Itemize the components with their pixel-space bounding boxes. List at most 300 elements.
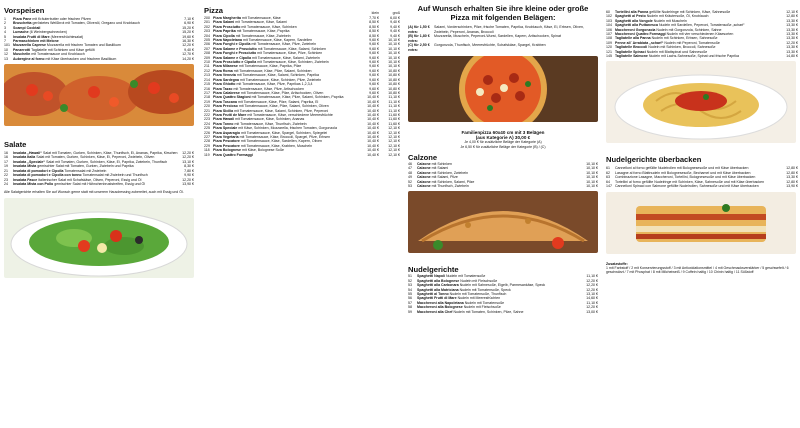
item-price: 12,20 € <box>786 40 798 45</box>
item-number: 203 <box>204 29 210 34</box>
item-number: 52 <box>408 278 412 283</box>
item-name: Pizza Sicilia <box>213 108 234 113</box>
size-small-header: klein <box>371 10 379 15</box>
item-description: Nudeln mit Peperoni, Tomatensoße <box>664 40 720 45</box>
item-description: mit Tomatensauce, Käse, verschiedene Meeresfrüchte <box>247 112 333 117</box>
item-price-small: 8,50 € <box>369 20 379 25</box>
item-name: Calzone <box>417 161 431 166</box>
item-price-small: 9,60 € <box>369 38 379 43</box>
item-name: Insalata „Speciale“ <box>13 159 46 164</box>
nudel2-list <box>606 10 798 58</box>
item-number: 104 <box>606 23 612 28</box>
item-price-small: 8,50 € <box>369 33 379 38</box>
item-price: 10,10 € <box>586 175 598 180</box>
item-number: 49 <box>408 175 412 180</box>
item-price: 14,80 € <box>786 54 798 59</box>
item-price: 12,80 € <box>786 14 798 19</box>
item-price-small: 10,40 € <box>367 126 379 131</box>
item-description: mit Tomatensauce, Käse, Salami, Schinken, Paprika <box>236 73 320 78</box>
item-price: 13,10 € <box>182 159 194 164</box>
item-price: 19,60 € <box>182 34 194 39</box>
item-description: mit Tomatensauce, Käse, Salami, Zwiebeln <box>252 55 320 60</box>
item-price: 12,20 € <box>586 305 598 310</box>
item-price-small: 9,60 € <box>369 42 379 47</box>
item-description: mit Schinken, Salami, Pilze <box>431 179 475 184</box>
item-number: 118 <box>204 148 210 153</box>
item-number: 216 <box>204 86 210 91</box>
item-number: 56 <box>408 296 412 301</box>
item-name: Calzone <box>417 170 431 175</box>
item-name: Pizza Asparagio <box>213 130 241 135</box>
item-price-large: 9,40 € <box>390 33 400 38</box>
column-vorspeisen-salate <box>4 0 194 428</box>
item-description: Nudeln mit Muscheln <box>653 18 687 23</box>
extras-title: Auf Wunsch erhalten Sie ihre kleine oder große Pizza mit folgenden Belägen: <box>417 4 589 22</box>
item-price-large: 12,10 € <box>388 148 400 153</box>
item-text <box>13 57 182 61</box>
item-description: Nudeln mit Gorgonzola, Schinken, Sahne <box>656 27 722 32</box>
item-description: mit Käse, Schinken, Mozzarella, frischen Tomaten, Gorgonzola <box>238 126 337 131</box>
item-number: 48 <box>408 170 412 175</box>
item-number: 213 <box>204 73 210 78</box>
item-name: Pizza Napoletana <box>213 38 242 43</box>
item-number: 109 <box>606 40 612 45</box>
item-name: Maccheroni alla Chef <box>417 309 453 314</box>
item-number: 17 <box>4 159 8 164</box>
item-number: 222 <box>204 112 210 117</box>
item-price-large: 10,80 € <box>388 86 400 91</box>
zusatz-text: 1 mit Farbstoff / 2 mit Konservierungsstoff / 3 mit Antioxidationsmittel / 4 mit Geschmacksverstärker / 5 geschwefelt / 6 geschwärzt / 7 mit Phosphat / 8 mit Milcheiweiß / 9 Coffein haltig / 10 Chinin haltig / 11 Süßstoff <box>606 265 789 275</box>
item-price-small: 8,50 € <box>369 24 379 29</box>
item-name: Tagliatelle alla Panna <box>615 36 651 41</box>
item-number: 212 <box>204 68 210 73</box>
item-number: 4 <box>4 30 6 35</box>
item-number: 23 <box>4 177 8 182</box>
item-name: Maccheroni alla Napoletana <box>417 300 464 305</box>
item-description: mit Schinken, Zwiebeln <box>431 170 469 175</box>
item-number: 217 <box>204 90 210 95</box>
item-price-small: 9,60 € <box>369 46 379 51</box>
item-name: Pizza Roma <box>213 68 233 73</box>
item-name: Pizza Sardegna <box>213 77 240 82</box>
item-description: mit Tomatensauce und Knoblauch <box>31 52 85 57</box>
item-number: 121 <box>606 49 612 54</box>
item-price-large: 10,80 € <box>388 77 400 82</box>
item-price-large: 11,60 € <box>388 117 400 122</box>
item-price: 10,10 € <box>586 179 598 184</box>
item-name: Maccheroni Quattro Formaggi <box>615 32 666 37</box>
item-price: 11,10 € <box>586 300 598 305</box>
item-price: 12,20 € <box>182 155 194 160</box>
item-number: 219 <box>204 99 210 104</box>
item-number: 207 <box>204 46 210 51</box>
item-text <box>13 182 182 186</box>
item-description: mit Salami, Pilze <box>431 175 458 180</box>
item-price-large: 10,10 € <box>388 51 400 56</box>
item-description: Nudeln mit Tomatensoße, Speck <box>459 287 511 292</box>
item-name: Insalata di pomodori e Cipolla con tonno <box>13 173 82 178</box>
item-name: Lumache <box>13 30 29 35</box>
item-description: mit Tomatensauce, Käse, Sardellen, Kapern, Oliven <box>240 139 322 144</box>
item-price-large: 10,80 € <box>388 90 400 95</box>
item-description: Nudeln mit Kräutersoße, Öl, Knoblauch <box>646 14 709 19</box>
item-name: Tagliatelle Salmone <box>615 54 648 59</box>
item-number: 221 <box>204 108 210 113</box>
item-price-large: 10,10 € <box>388 46 400 51</box>
item-price: 13,30 € <box>786 23 798 28</box>
item-description: mit Tomatensauce, Käse, Kapern, Sardellen <box>242 38 313 43</box>
item-description: mit Tomatensauce, Käse, Pilze, Salami, Schinken, Paprika <box>251 95 344 100</box>
item-name: Pizza Precioso <box>213 104 238 109</box>
item-number: 59 <box>408 309 412 314</box>
item-price: 13,30 € <box>786 32 798 37</box>
item-description: Tortellini al forno gefüllte Nudelringe mit Schinken, Käse, Sahnesoße und mit Käse überbacken <box>615 179 765 184</box>
item-number: 227 <box>204 134 210 139</box>
extra-label: (C) für 2,50 € extra: <box>408 43 430 52</box>
item-price-small: 7,70 € <box>369 16 379 20</box>
extra-text: Mozzarella, Muscheln, Peperoni-Wurst, Sardellen, Kapern, Artischocken, Spinat <box>434 34 561 39</box>
item-description: mit Tomatensauce, Käse, Pilze, Salami, Paprika, Ei <box>237 99 319 104</box>
item-price: 13,90 € <box>182 181 194 186</box>
item-description: Nudeln mit Fleischsoße <box>460 278 498 283</box>
item-number: 145 <box>606 54 612 59</box>
item-price: 9,40 € <box>184 47 194 52</box>
item-name: Spaghetti al Pesto <box>615 14 646 19</box>
extra-topping-row <box>408 34 598 43</box>
item-number: 226 <box>204 130 210 135</box>
item-number: 57 <box>408 300 412 305</box>
item-description: mit Tomatensauce, Käse, Salami <box>235 20 287 25</box>
item-name: Spaghetti alla Puttanesca <box>615 23 658 28</box>
item-price-small: 9,60 € <box>369 64 379 69</box>
calzone-photo <box>408 191 598 253</box>
item-price-small: 10,40 € <box>367 99 379 104</box>
item-name: Insalata Italia <box>13 155 36 160</box>
vorspeisen-list <box>4 17 194 61</box>
item-price: 12,20 € <box>586 278 598 283</box>
item-number: 214 <box>204 77 210 82</box>
item-number: 46 <box>408 161 412 166</box>
salate-list <box>4 151 194 186</box>
item-price: 10,10 € <box>586 166 598 171</box>
item-text <box>615 54 786 58</box>
item-number: 7 <box>4 39 6 44</box>
item-name: Insalata di pomodori e Cipolla <box>13 168 64 173</box>
item-description: mit Tomatensauce, Käse, Broccoli, Spargel, Pilze, Erbsen <box>239 134 331 139</box>
item-price: 7,80 € <box>184 168 194 173</box>
section-title-pizza: Pizza <box>204 6 223 15</box>
item-number: 200 <box>204 16 210 20</box>
item-price-small: 10,40 € <box>367 134 379 139</box>
extra-topping-row <box>408 43 598 52</box>
item-description: Lasagne al forno Blattnudeln mit Bolognesesoße, Bechamel und mit Käse überbacken <box>615 170 751 175</box>
pizza-photo <box>408 56 598 122</box>
item-price: 10,10 € <box>586 161 598 166</box>
item-text <box>417 184 586 188</box>
item-description: italienischer Salat mit Schafskäse, Oliven, Peperoni, Essig und Öl <box>38 177 142 182</box>
size-large-header: groß <box>392 10 400 15</box>
salate-note: Alle Salatgerichte erhalten Sie auf Wunsch gerne statt mit unserem Hausdressing zubereitet, auch mit Essig und Öl. <box>4 190 184 195</box>
item-name: Pizza Salami <box>213 20 235 25</box>
item-description: Nudeln mit Sahnesoße, Eigelb, Parmesankäse, Speck <box>459 283 546 288</box>
item-number: 228 <box>204 139 210 144</box>
item-number: 206 <box>204 42 210 47</box>
item-description: mit Tomatensauce, Käse, Pilze, Schinken <box>257 51 323 56</box>
item-name: Pizza Hawaii <box>213 117 235 122</box>
item-description: mit Tomatensauce, Käse, Pilze, Paprikas 1,2,3,4 <box>236 82 313 87</box>
item-price: 10,10 € <box>586 184 598 188</box>
item-description: mit Käse überbacken und frischem Basilikum <box>45 56 117 61</box>
item-price: 6,90 € <box>184 21 194 26</box>
item-price: 15,20 € <box>182 25 194 30</box>
item-name: Pizza Pane <box>13 17 32 21</box>
extras-list <box>408 25 598 53</box>
item-number: 12 <box>4 52 8 57</box>
item-name: Panzerotti <box>13 47 31 52</box>
item-price: 13,30 € <box>786 175 798 180</box>
item-price-small: 9,60 € <box>369 68 379 73</box>
item-number: 16 <box>4 155 8 160</box>
item-description: Nudeln mit Blattspinat und Sahnesoße <box>646 49 708 54</box>
item-name: Calzone <box>417 175 431 180</box>
item-number: 22 <box>4 173 8 178</box>
item-price-small: 9,60 € <box>369 51 379 56</box>
item-price: 12,70 € <box>182 52 194 57</box>
item-price-small: 10,40 € <box>367 112 379 117</box>
item-number: 47 <box>408 166 412 171</box>
item-description: Tomatensalat mit Zwiebeln und Thunfisch <box>82 173 148 178</box>
item-description: Nudeln mit Fleischsoße <box>463 305 501 310</box>
item-number: 51 <box>408 274 412 279</box>
section-title-salate: Salate <box>4 140 27 150</box>
menu-item <box>408 184 598 188</box>
item-price-small: 10,40 € <box>367 117 379 122</box>
item-price: 15,20 € <box>182 30 194 35</box>
item-description: mit Tomatensauce, Käse, Pilze, Salami, Schinken <box>233 68 312 73</box>
item-name: Insalata Mista <box>13 164 37 169</box>
item-name: Pizza Cipolla <box>213 33 235 38</box>
column-nudel-ueberbacken <box>606 0 798 428</box>
item-price-small: 9,60 € <box>369 77 379 82</box>
item-description: Salat mit Tomaten, Gurken, Schinken, Käse, Ei, Peperoni, Zwiebeln, Oliven <box>36 155 155 160</box>
item-price: 8,30 € <box>184 164 194 169</box>
item-price-large: 11,10 € <box>388 95 400 100</box>
item-text <box>417 310 586 314</box>
item-name: Maccheroni Gorgonzola <box>615 27 656 32</box>
section-title-calzone: Calzone <box>408 152 438 162</box>
item-description: mit Tomatensauce, Käse, Spargel, Schinken, Spiegelei <box>241 130 328 135</box>
menu-item <box>606 54 798 58</box>
item-number: 55 <box>408 292 412 297</box>
item-description: Nudeln mit Sardellen, Peperoni, Tomatensoße „scharf“ <box>658 23 745 28</box>
item-text <box>615 184 786 188</box>
item-name: Pizza Funghi e Cipolla <box>213 42 251 47</box>
item-number: 220 <box>204 104 210 109</box>
item-name: Pizza Bolognese <box>213 148 241 153</box>
item-number: 62 <box>606 170 610 175</box>
item-description: mit Tomatensauce, Käse, Paprika, Pilze <box>238 64 302 69</box>
item-description: mit Salami <box>431 166 449 171</box>
item-number: 209 <box>204 55 210 60</box>
item-price-large: 10,10 € <box>388 38 400 43</box>
item-price-large: 12,10 € <box>388 134 400 139</box>
item-price: 13,00 € <box>586 309 598 314</box>
item-price-small: 10,40 € <box>367 152 379 157</box>
item-price-large: 10,10 € <box>388 64 400 69</box>
item-price-small: 8,50 € <box>369 29 379 34</box>
item-price-small: 9,60 € <box>369 55 379 60</box>
item-number: 211 <box>204 64 210 69</box>
item-number: 53 <box>408 283 412 288</box>
item-price-small: 9,60 € <box>369 82 379 87</box>
item-name: Aubergine al forno <box>13 56 45 61</box>
lasagne-photo <box>606 192 796 254</box>
item-description: mit Tomatensauce, Käse, Salami, Schinken <box>257 46 326 51</box>
item-description: mit Tomatensauce, Käse, Pilze, Salami, Schinken, Oliven <box>238 104 329 109</box>
item-description: Nudeln mit Meeresfrüchten <box>457 296 501 301</box>
nudel-list <box>408 274 598 314</box>
item-price-small: 10,40 € <box>367 108 379 113</box>
item-name: Pizza Salame e Cipolla <box>213 55 252 60</box>
item-price-small: 9,60 € <box>369 60 379 65</box>
item-name: Scampi Cocktail <box>13 25 41 30</box>
item-number: 3 <box>4 25 6 30</box>
item-description: mit Käse, Bolognese Soße <box>242 148 284 153</box>
item-price-small: 10,40 € <box>367 139 379 144</box>
item-description: mit Schinken <box>431 161 452 166</box>
item-description: Combinazione Lasagne, Maccheroni, Tortellini, Bolognesesoße und mit Käse überbacken <box>615 175 756 180</box>
item-number: 10 <box>4 47 8 52</box>
item-name: Pizza Funghi e Prosciutto <box>213 51 257 56</box>
item-number: 119 <box>204 152 210 157</box>
item-name: Tagliatelle Broccoli <box>615 45 648 50</box>
item-price-large: 6,00 € <box>390 16 400 20</box>
item-price: 12,20 € <box>182 151 194 156</box>
item-description: mit Tomatensauce, Käse, Pilze, Zwiebeln <box>251 42 317 47</box>
item-name: Spaghetti alla Vongole <box>615 18 653 23</box>
column-extras-calzone-nudel <box>408 0 598 428</box>
item-number: 205 <box>204 38 210 43</box>
item-price: 13,30 € <box>786 18 798 23</box>
item-name: Pizza Speciale <box>213 126 238 131</box>
item-name: Parmaschinken mit Melone <box>13 39 59 44</box>
extra-text: Gorgonzola, Thunfisch, Meeresfrüchte, Schafskäse, Spargel, Krabben <box>434 43 546 48</box>
item-price-small: 10,40 € <box>367 130 379 135</box>
item-price-large: 9,40 € <box>390 24 400 29</box>
item-price-large: 11,10 € <box>388 104 400 109</box>
item-price: 12,20 € <box>182 43 194 48</box>
zusatz-title: Zusatzstoffe: <box>606 261 628 266</box>
item-number: 215 <box>204 82 210 87</box>
item-description: Nudeln mit Schinken, Erbsen, Sahnesoße <box>651 36 718 41</box>
item-price-large: 12,10 € <box>388 126 400 131</box>
item-description: Nudeln mit Tomatensoße <box>464 300 505 305</box>
item-description: mit Thunfisch, Zwiebeln <box>431 184 469 188</box>
item-price-large: 12,10 € <box>388 152 400 157</box>
item-name: Tagliatelle Spinaci <box>615 49 646 54</box>
item-price-large: 10,10 € <box>388 42 400 47</box>
item-description: Nudeln mit vier verschiedenen Käsesorten <box>666 32 734 37</box>
item-number: 204 <box>204 33 210 38</box>
item-name: Pizza Milanese <box>213 64 238 69</box>
item-name: Mozzarella Caprese <box>13 43 46 48</box>
item-description: Nudeln mit Tomatensoße <box>445 274 486 279</box>
item-price: 16,30 € <box>182 39 194 44</box>
item-name: Calzone <box>417 166 431 171</box>
item-description: geröstetes Weißbrot mit Tomaten, Olivenöl, Oregano und Knoblauch <box>32 21 140 26</box>
item-price: 9,90 € <box>184 173 194 178</box>
item-number: 63 <box>606 175 610 180</box>
item-number: 202 <box>204 24 210 29</box>
item-price-large: 10,10 € <box>388 60 400 65</box>
item-price-large: 10,10 € <box>388 55 400 60</box>
item-price: 12,20 € <box>586 283 598 288</box>
section-title-vorspeisen: Vorspeisen <box>4 6 45 15</box>
item-description: Cannelloni al forno gefüllte Nudelrollen mit Bolognesesoße und mit Käse überbacken <box>615 166 749 171</box>
menu-item <box>408 310 598 314</box>
item-description: Salat mit Tomaten, Gurken, Schinken, Käse, Thunfisch, Ei, Ananas, Paprika, Kirschen <box>42 151 178 156</box>
item-name: Pizza Quattro Stagioni <box>213 95 251 100</box>
item-description: mit Tomatensauce, Käse, Pilze, Artischocken, Oliven <box>240 90 324 95</box>
salad-photo <box>4 198 194 278</box>
section-title-nudel: Nudelgerichte <box>408 265 459 275</box>
item-number: 103 <box>606 18 612 23</box>
menu-item <box>4 57 194 61</box>
item-number: 102 <box>606 14 612 19</box>
item-description: mit Tomatensauce, Käse, Krabben, Muscheln <box>240 143 313 148</box>
item-number: 225 <box>204 126 210 131</box>
calzone-list <box>408 162 598 188</box>
item-number: 19 <box>4 164 8 169</box>
pizza-list <box>204 16 400 157</box>
item-number: 107 <box>606 32 612 37</box>
item-description: gemischter Salat mit Hähnchenbruststreifen, Essig und Öl <box>54 181 146 186</box>
pizza-item <box>204 153 400 157</box>
item-name: Pizza Margherita <box>213 16 241 20</box>
item-number: 21 <box>4 168 8 173</box>
item-name: Bruschetta <box>13 21 32 26</box>
item-price-small: 9,60 € <box>369 73 379 78</box>
item-number: 1 <box>4 17 6 21</box>
item-price: 10,10 € <box>586 170 598 175</box>
item-number: 53 <box>408 184 412 188</box>
item-name: Pizza Ghiotto <box>213 82 236 87</box>
item-price: 14,60 € <box>586 296 598 301</box>
extra-topping-row <box>408 25 598 34</box>
item-price: 14,20 € <box>182 56 194 61</box>
item-number: 60 <box>606 10 610 14</box>
item-name: Pizza Frutti de Mare <box>213 112 247 117</box>
item-description: mit Tomatensauce, Käse, Thunfisch, Zwiebeln <box>234 121 307 126</box>
item-name: Pizza Prosciutto e Cipolla <box>213 60 257 65</box>
item-description: Cannelloni Spinaci con Salmone gefüllte Nudelrollen, Sahnesoße und mit Käse überbacken <box>615 184 759 189</box>
item-price: 13,30 € <box>786 36 798 41</box>
item-price: 12,80 € <box>786 170 798 175</box>
item-name: Pizza Paprika <box>213 29 236 34</box>
family-pizza-title: Familienpizza 60x40 cm mit 3 Belägen <box>461 129 545 135</box>
item-description: Mozzarella mit frischen Tomaten und Basilikum <box>46 43 121 48</box>
item-price-large: 9,40 € <box>390 20 400 25</box>
item-name: Spaghetti alla Carbonara <box>417 283 459 288</box>
item-price: 13,90 € <box>786 184 798 189</box>
item-number: 52 <box>408 179 412 184</box>
item-name: Calzone <box>417 184 431 188</box>
item-description: Nudeln mit Schinken, Broccoli, Sahnesoße <box>648 45 716 50</box>
item-price: 11,10 € <box>586 274 598 279</box>
bruschetta-photo <box>4 64 194 126</box>
section-title-ueberbacken: Nudelgerichte überbacken <box>606 155 702 165</box>
item-name: Penne all´ Arrabiata „scharf“ <box>615 40 664 45</box>
